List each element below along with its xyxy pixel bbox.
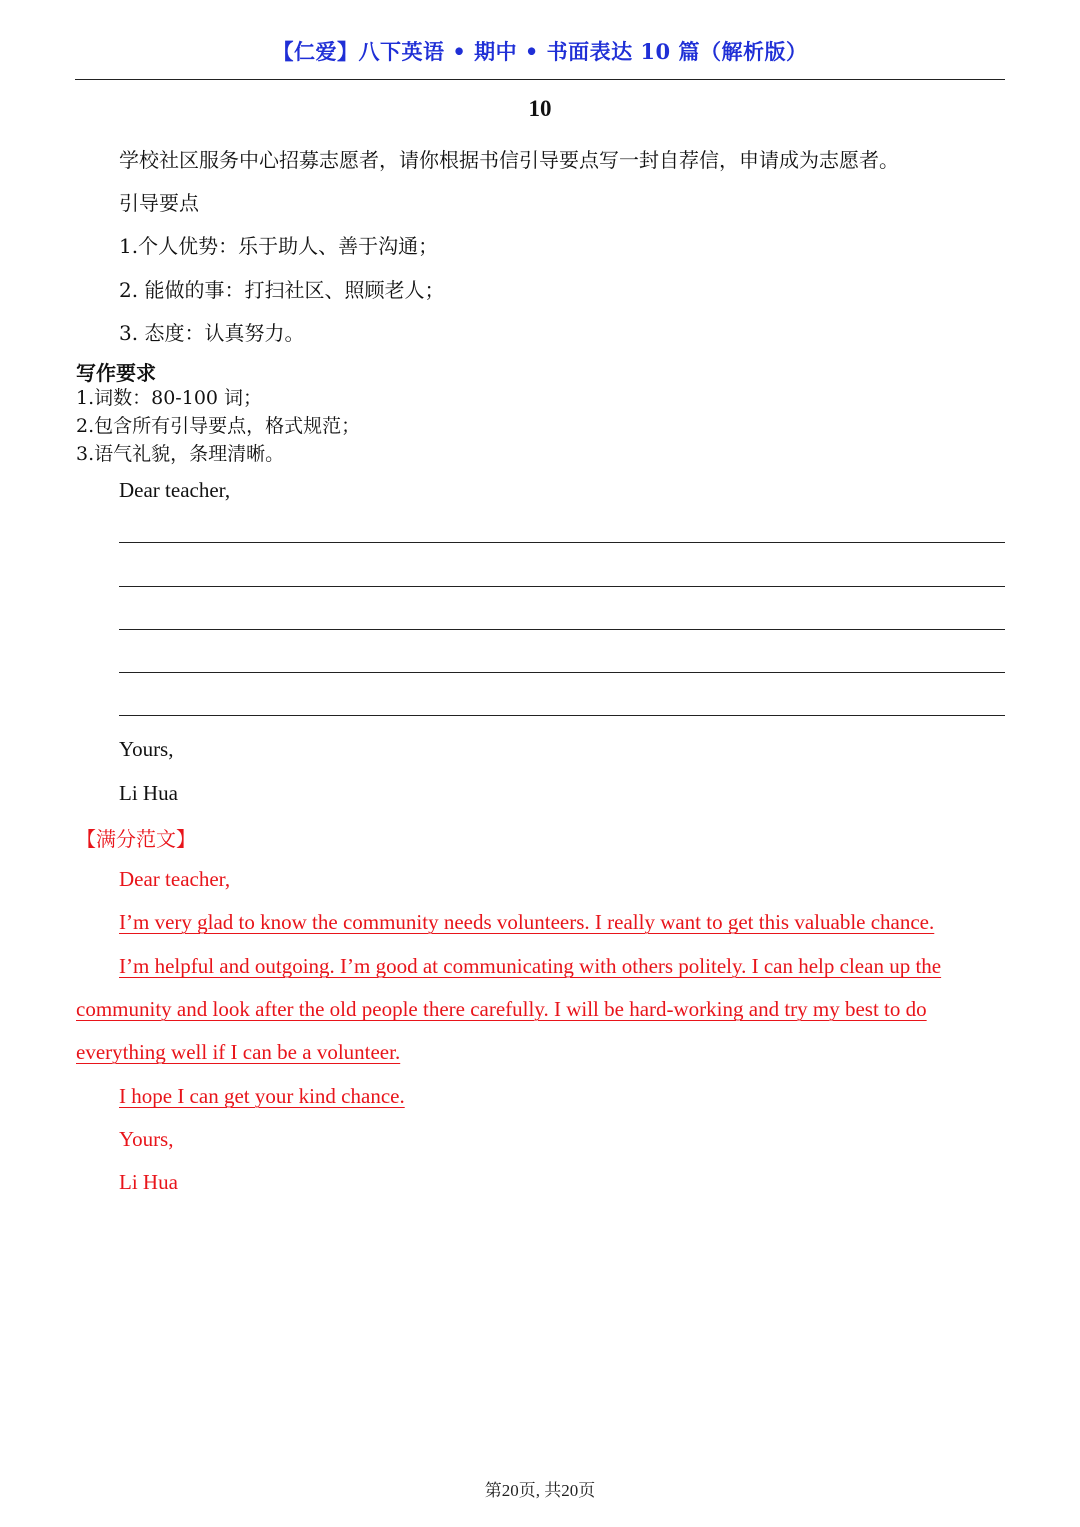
guide-label: 引导要点 bbox=[119, 191, 199, 215]
template-closing: Yours, bbox=[119, 737, 174, 761]
answer-line[interactable] bbox=[119, 629, 1005, 630]
page-footer: 第20页, 共20页 bbox=[484, 1481, 596, 1500]
model-essay-label: 【满分范文】 bbox=[76, 827, 196, 851]
requirement-item-2: 2.包含所有引导要点，格式规范； bbox=[76, 415, 361, 437]
model-line-3: community and look after the old people there carefully. I will be hard-working and try my best to do bbox=[76, 997, 927, 1021]
requirements-heading: 写作要求 bbox=[76, 361, 156, 385]
requirement-item-1: 1.词数：80-100 词； bbox=[76, 387, 263, 409]
requirement-item-3: 3.语气礼貌，条理清晰。 bbox=[76, 443, 285, 465]
guide-point-1: 1.个人优势：乐于助人、善于沟通； bbox=[119, 234, 439, 258]
model-line-1: I’m very glad to know the community needs volunteers. I really want to get this valuable chance. bbox=[119, 910, 935, 934]
answer-line[interactable] bbox=[119, 715, 1005, 716]
header-divider bbox=[75, 79, 1005, 80]
model-line-2: I’m helpful and outgoing. I’m good at communicating with others politely. I can help clean up the bbox=[119, 954, 942, 978]
model-line-5: I hope I can get your kind chance. bbox=[119, 1084, 405, 1108]
answer-line[interactable] bbox=[119, 672, 1005, 673]
model-greeting: Dear teacher, bbox=[119, 867, 231, 891]
guide-point-2: 2. 能做的事：打扫社区、照顾老人； bbox=[119, 278, 445, 302]
section-number: 10 bbox=[528, 96, 552, 121]
document-header-title: 【仁爱】八下英语 • 期中 • 书面表达 10 篇（解析版） bbox=[272, 39, 808, 64]
guide-point-3: 3. 态度：认真努力。 bbox=[119, 321, 305, 345]
model-signature: Li Hua bbox=[119, 1170, 178, 1194]
model-closing: Yours, bbox=[119, 1127, 174, 1151]
template-greeting: Dear teacher, bbox=[119, 478, 231, 502]
model-line-4: everything well if I can be a volunteer. bbox=[76, 1040, 401, 1064]
task-intro: 学校社区服务中心招募志愿者，请你根据书信引导要点写一封自荐信，申请成为志愿者。 bbox=[119, 148, 899, 172]
answer-line[interactable] bbox=[119, 542, 1005, 543]
answer-line[interactable] bbox=[119, 586, 1005, 587]
template-signature: Li Hua bbox=[119, 781, 178, 805]
